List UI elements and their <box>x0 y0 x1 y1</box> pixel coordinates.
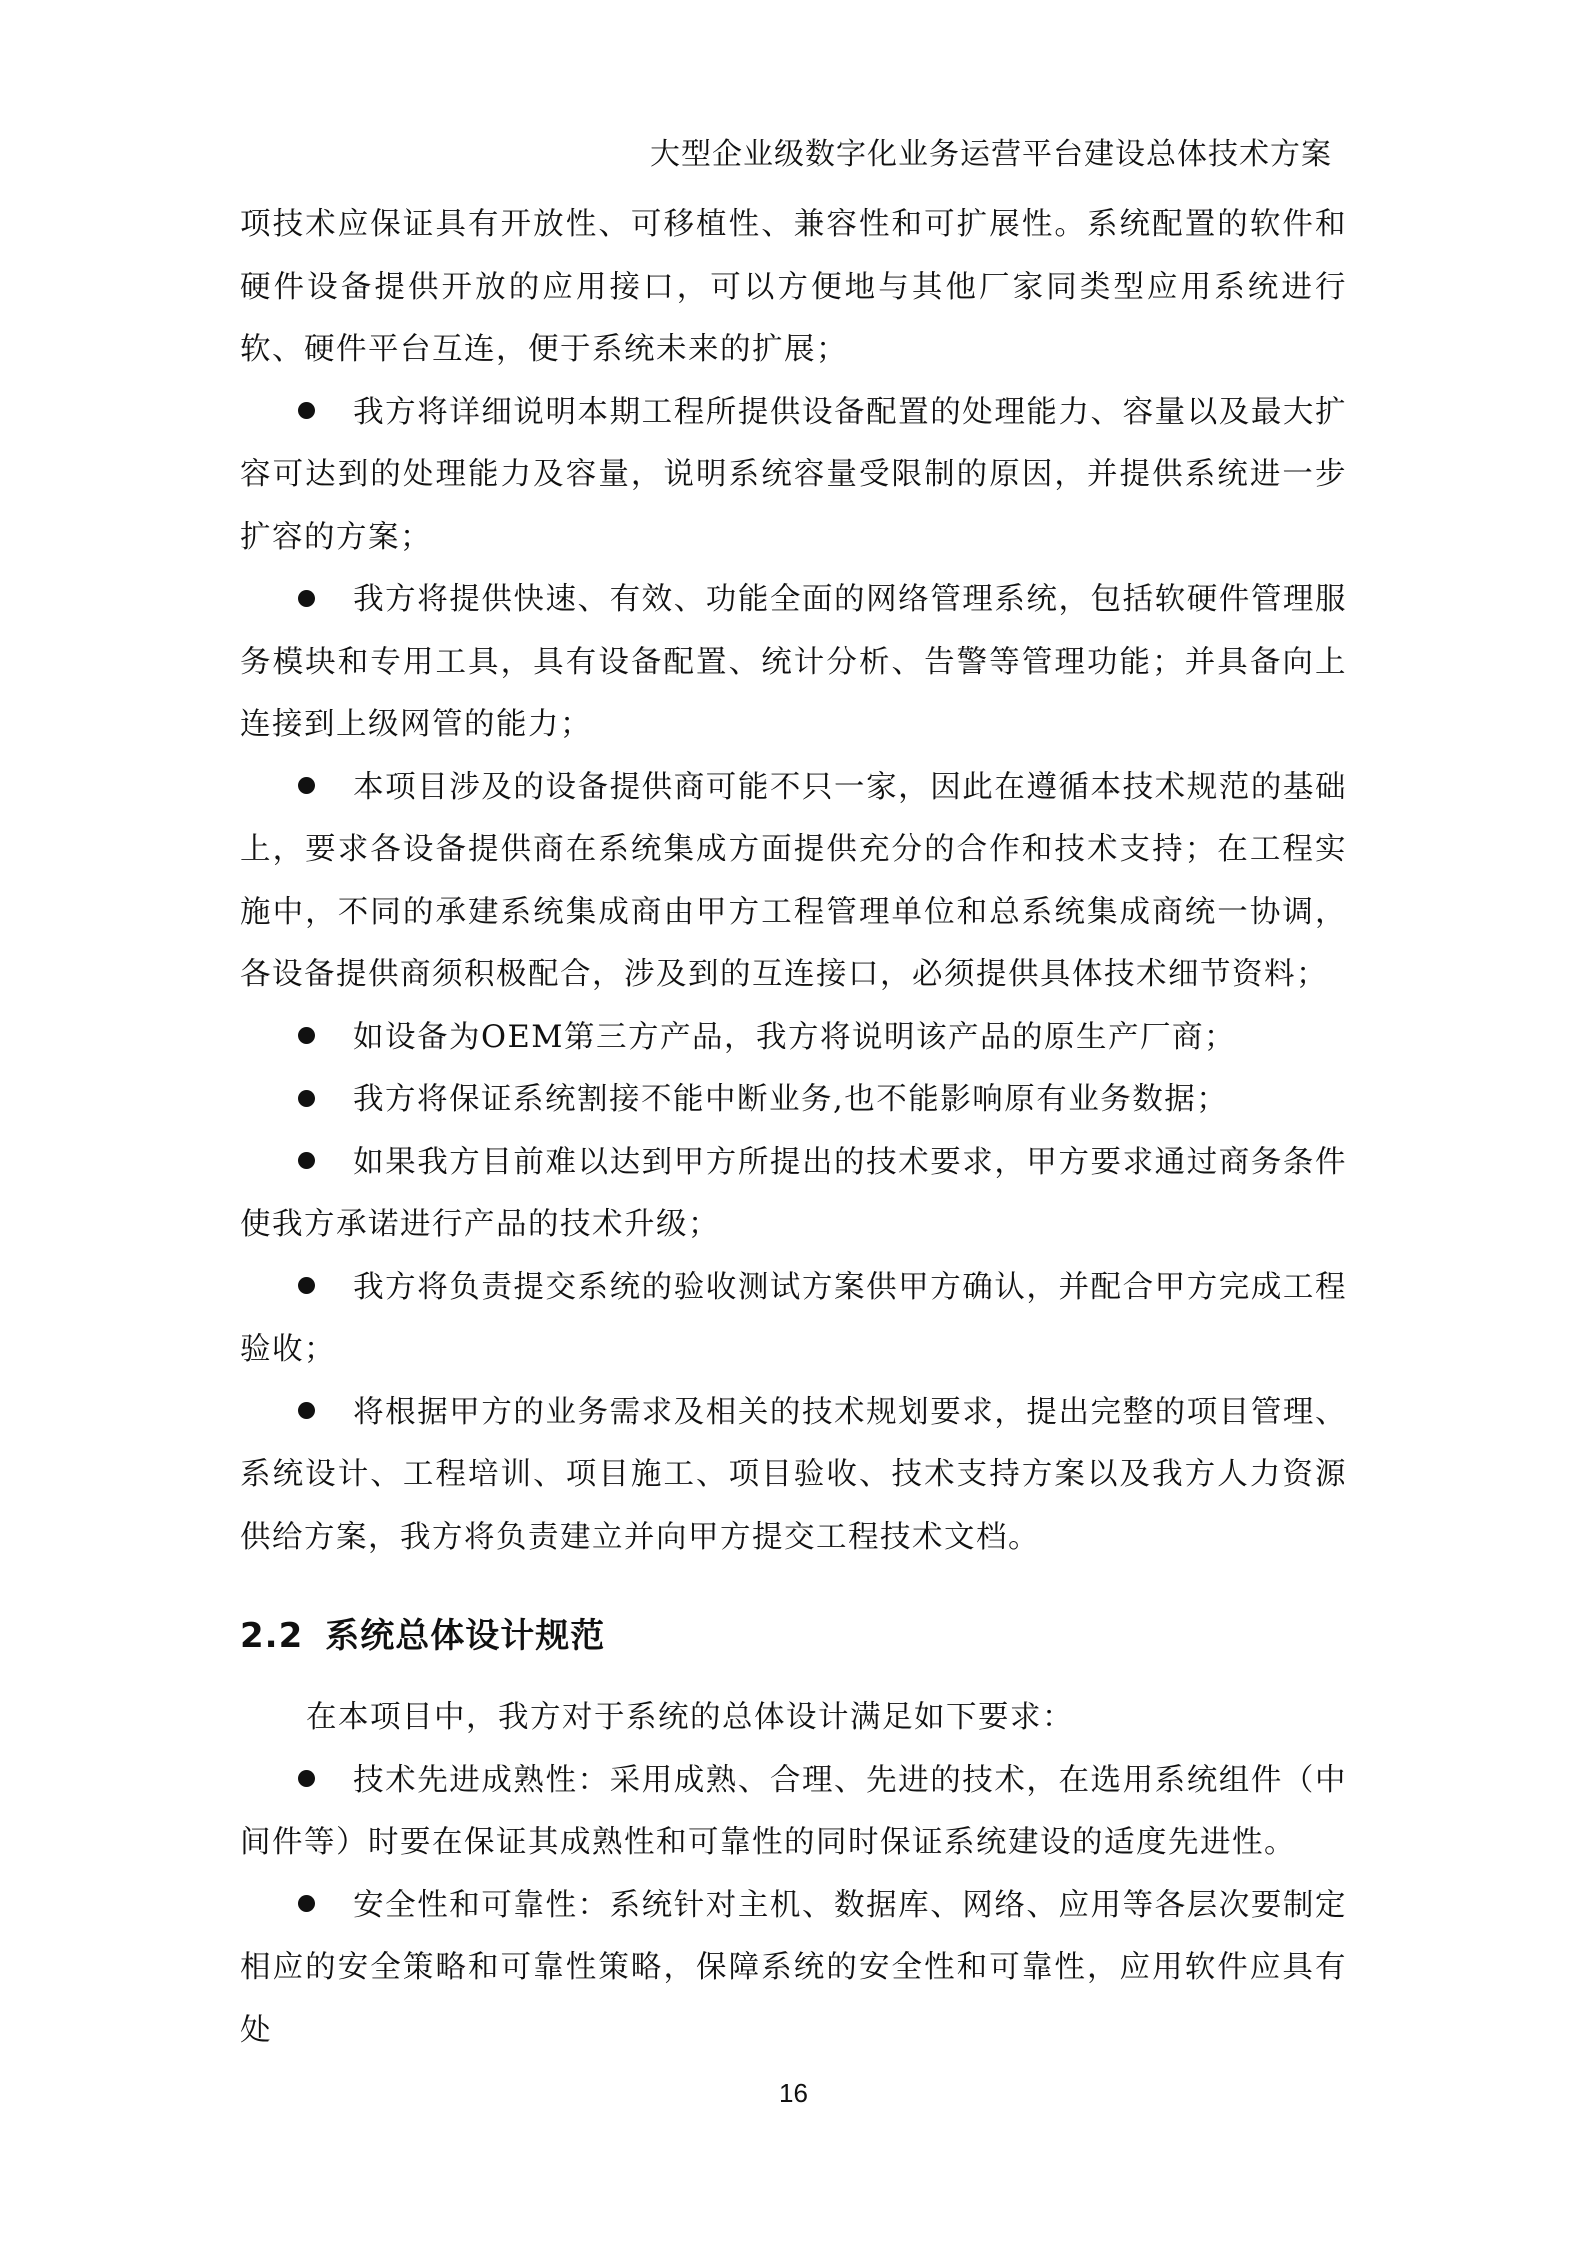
bullet-text: 如果我方目前难以达到甲方所提出的技术要求，甲方要求通过商务条件使我方承诺进行产品的技术升级； <box>240 1144 1347 1242</box>
section-intro-paragraph: 在本项目中，我方对于系统的总体设计满足如下要求： <box>306 1700 1074 1735</box>
bullet-text: 将根据甲方的业务需求及相关的技术规划要求，提出完整的项目管理、系统设计、工程培训、项目施工、项目验收、技术支持方案以及我方人力资源供给方案，我方将负责建立并向甲方提交工程技术文档。 <box>240 1394 1347 1555</box>
section-title: 系统总体设计规范 <box>325 1616 606 1656</box>
bullet-dot-icon <box>298 402 315 419</box>
bullet-dot-icon <box>298 1027 315 1044</box>
bullet-text: 安全性和可靠性：系统针对主机、数据库、网络、应用等各层次要制定相应的安全策略和可靠性策略，保障系统的安全性和可靠性，应用软件应具有处 <box>240 1887 1347 2048</box>
bullet-dot-icon <box>298 777 315 794</box>
bullet-item <box>240 569 1347 757</box>
bullet-dot-icon <box>298 590 315 607</box>
bullet-item <box>240 1007 1347 1070</box>
bullet-text: 我方将详细说明本期工程所提供设备配置的处理能力、容量以及最大扩容可达到的处理能力及容量，说明系统容量受限制的原因，并提供系统进一步扩容的方案； <box>240 394 1347 555</box>
bullet-item <box>240 1069 1347 1132</box>
bullet-list-requirements <box>240 382 1347 1570</box>
bullet-list-design <box>240 1750 1347 2063</box>
paragraph-continuation: 项技术应保证具有开放性、可移植性、兼容性和可扩展性。系统配置的软件和硬件设备提供开放的应用接口，可以方便地与其他厂家同类型应用系统进行软、硬件平台互连，便于系统未来的扩展； <box>240 207 1347 367</box>
bullet-dot-icon <box>298 1090 315 1107</box>
page-body <box>240 194 1347 2062</box>
bullet-item <box>240 1382 1347 1570</box>
bullet-item <box>240 1750 1347 1875</box>
bullet-text: 如设备为OEM第三方产品，我方将说明该产品的原生产厂商； <box>353 1019 1236 1055</box>
bullet-item <box>240 757 1347 1007</box>
bullet-dot-icon <box>298 1152 315 1169</box>
section-number: 2.2 <box>240 1616 304 1656</box>
bullet-item <box>240 382 1347 570</box>
bullet-item <box>240 1257 1347 1382</box>
bullet-text: 本项目涉及的设备提供商可能不只一家，因此在遵循本技术规范的基础上，要求各设备提供商在系统集成方面提供充分的合作和技术支持；在工程实施中，不同的承建系统集成商由甲方工程管理单位和总系统集成商统一协调，各设备提供商须积极配合，涉及到的互连接口，必须提供具体技术细节资料； <box>240 769 1347 992</box>
bullet-item <box>240 1875 1347 2063</box>
bullet-dot-icon <box>298 1895 315 1912</box>
bullet-dot-icon <box>298 1770 315 1787</box>
bullet-item <box>240 1132 1347 1257</box>
bullet-dot-icon <box>298 1277 315 1294</box>
section-heading <box>240 1611 1347 1661</box>
running-header: 大型企业级数字化业务运营平台建设总体技术方案 <box>650 137 1332 172</box>
bullet-text: 我方将负责提交系统的验收测试方案供甲方确认，并配合甲方完成工程验收； <box>240 1269 1347 1367</box>
bullet-dot-icon <box>298 1402 315 1419</box>
bullet-text: 我方将保证系统割接不能中断业务,也不能影响原有业务数据； <box>353 1082 1229 1117</box>
page-number: 16 <box>779 2078 808 2108</box>
bullet-text: 技术先进成熟性：采用成熟、合理、先进的技术，在选用系统组件（中间件等）时要在保证其成熟性和可靠性的同时保证系统建设的适度先进性。 <box>240 1762 1347 1860</box>
bullet-text: 我方将提供快速、有效、功能全面的网络管理系统，包括软硬件管理服务模块和专用工具，具有设备配置、统计分析、告警等管理功能；并具备向上连接到上级网管的能力； <box>240 582 1347 742</box>
